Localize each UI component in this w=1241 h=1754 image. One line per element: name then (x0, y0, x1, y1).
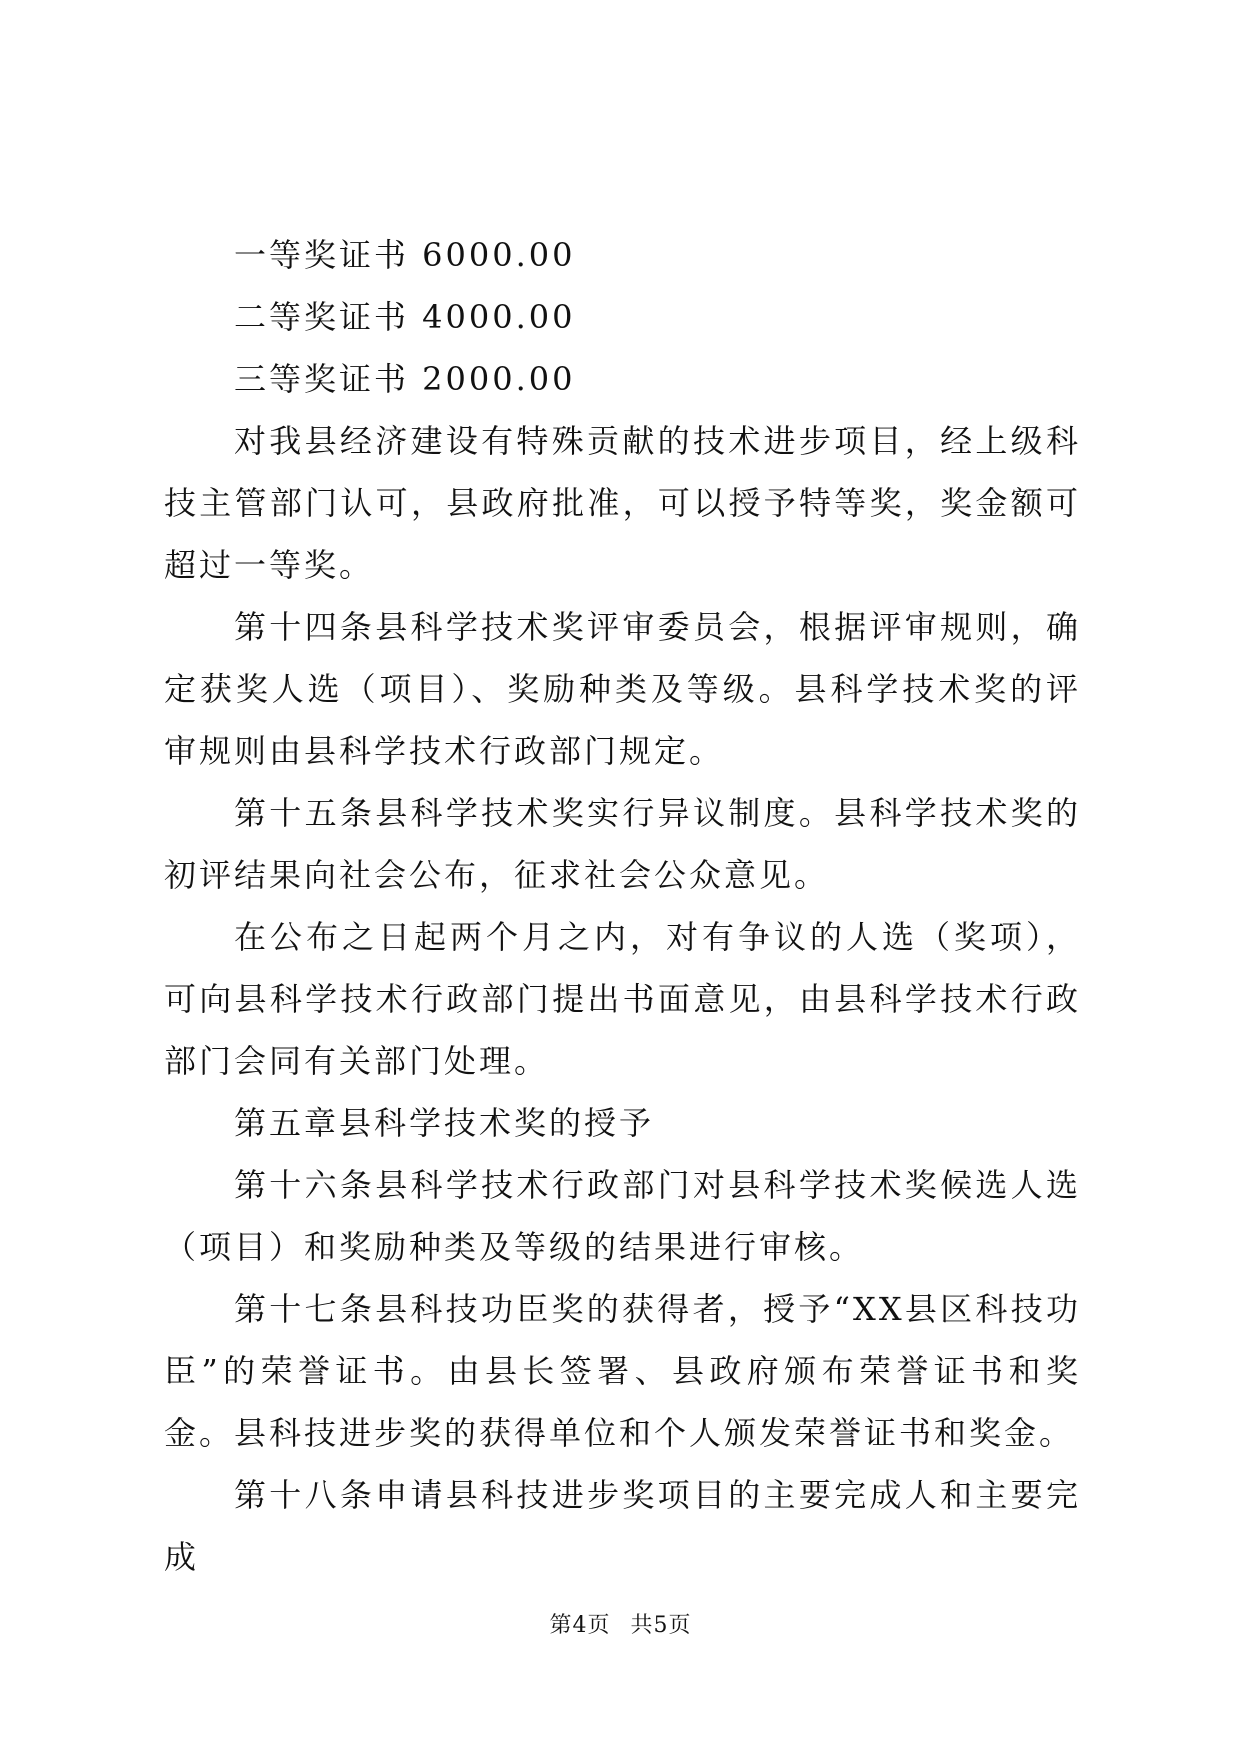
paragraph-objection-period: 在公布之日起两个月之内，对有争议的人选（奖项），可向县科学技术行政部门提出书面意见，由县科学技术行政部门会同有关部门处理。 (164, 918, 1081, 1080)
page-footer (0, 1608, 1241, 1639)
paragraph-article-17: 第十七条县科技功臣奖的获得者，授予“XX县区科技功臣”的荣誉证书。由县长签署、县政府颁布荣誉证书和奖金。县科技进步奖的获得单位和个人颁发荣誉证书和奖金。 (164, 1290, 1081, 1452)
paragraph-article-14: 第十四条县科学技术奖评审委员会，根据评审规则，确定获奖人选（项目）、奖励种类及等级。县科学技术奖的评审规则由县科学技术行政部门规定。 (164, 608, 1081, 770)
page-number: 第4页 (549, 1613, 611, 1638)
document-body (164, 224, 1081, 1588)
chapter-heading: 第五章县科学技术奖的授予 (234, 1104, 655, 1142)
paragraph-first-prize: 一等奖证书 6000.00 (234, 236, 576, 274)
paragraph-second-prize: 二等奖证书 4000.00 (234, 298, 576, 336)
paragraph-special-prize: 对我县经济建设有特殊贡献的技术进步项目，经上级科技主管部门认可，县政府批准，可以授予特等奖，奖金额可超过一等奖。 (164, 422, 1081, 584)
paragraph-article-16: 第十六条县科学技术行政部门对县科学技术奖候选人选（项目）和奖励种类及等级的结果进行审核。 (164, 1166, 1081, 1266)
paragraph-third-prize: 三等奖证书 2000.00 (234, 360, 576, 398)
paragraph-article-18: 第十八条申请县科技进步奖项目的主要完成人和主要完成 (164, 1476, 1081, 1576)
page-total: 共5页 (630, 1613, 692, 1638)
paragraph-article-15: 第十五条县科学技术奖实行异议制度。县科学技术奖的初评结果向社会公布，征求社会公众意见。 (164, 794, 1081, 894)
